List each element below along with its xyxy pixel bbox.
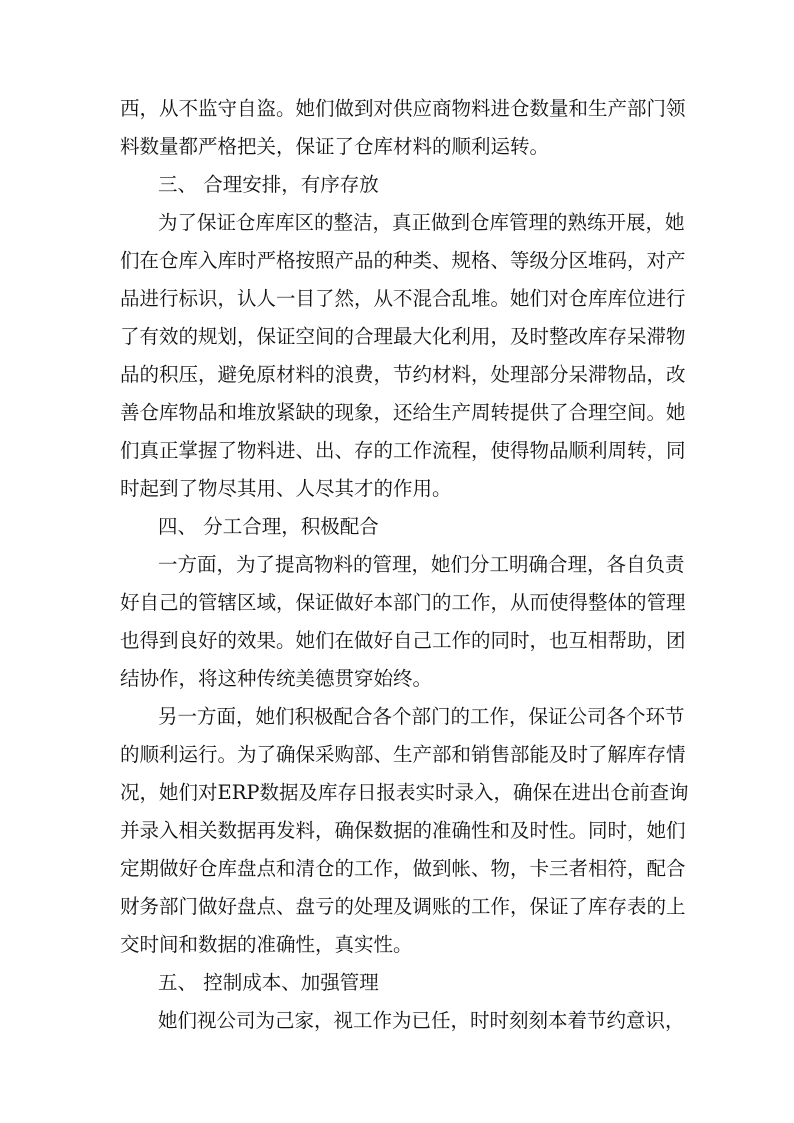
section-heading-5: 五、 控制成本、加强管理 bbox=[158, 971, 379, 994]
body-text-line: 们真正掌握了物料进、出、存的工作流程，使得物品顺利周转，同 bbox=[120, 439, 686, 462]
body-text-line: 交时间和数据的准确性，真实性。 bbox=[120, 933, 413, 956]
body-text-line: 好自己的管辖区域，保证做好本部门的工作，从而使得整体的管理 bbox=[120, 591, 686, 614]
paragraph-first-line: 她们视公司为己家，视工作为已任，时时刻刻本着节约意识， bbox=[158, 1009, 685, 1032]
body-text-line: 结协作，将这种传统美德贯穿始终。 bbox=[120, 667, 433, 690]
body-text-line: 财务部门做好盘点、盘亏的处理及调账的工作，保证了库存表的上 bbox=[120, 895, 686, 918]
body-text-line: 料数量都严格把关，保证了仓库材料的顺利运转。 bbox=[120, 135, 550, 158]
body-text-line: 定期做好仓库盘点和清仓的工作，做到帐、物，卡三者相符，配合 bbox=[120, 857, 686, 880]
body-text-line: 并录入相关数据再发料，确保数据的准确性和及时性。同时，她们 bbox=[120, 819, 686, 842]
body-text-line: 善仓库物品和堆放紧缺的现象，还给生产周转提供了合理空间。她 bbox=[120, 401, 686, 424]
body-text-line: 品进行标识，认人一目了然，从不混合乱堆。她们对仓库库位进行 bbox=[120, 287, 686, 310]
body-text-line: 品的积压，避免原材料的浪费，节约材料，处理部分呆滞物品，改 bbox=[120, 363, 686, 386]
body-text-line: 况，她们对ERP数据及库存日报表实时录入，确保在进出仓前查询 bbox=[120, 781, 689, 804]
body-text-line: 时起到了物尽其用、人尽其才的作用。 bbox=[120, 477, 452, 500]
body-text-line: 们在仓库入库时严格按照产品的种类、规格、等级分区堆码，对产 bbox=[120, 249, 686, 272]
paragraph-first-line: 一方面，为了提高物料的管理，她们分工明确合理，各自负责 bbox=[158, 553, 685, 576]
paragraph-first-line: 为了保证仓库库区的整洁，真正做到仓库管理的熟练开展，她 bbox=[158, 211, 685, 234]
body-text-line: 了有效的规划，保证空间的合理最大化利用，及时整改库存呆滞物 bbox=[120, 325, 686, 348]
body-text-line: 的顺利运行。为了确保采购部、生产部和销售部能及时了解库存情 bbox=[120, 743, 686, 766]
paragraph-first-line: 另一方面，她们积极配合各个部门的工作，保证公司各个环节 bbox=[158, 705, 685, 728]
body-text-line: 西，从不监守自盗。她们做到对供应商物料进仓数量和生产部门领 bbox=[120, 97, 686, 120]
section-heading-4: 四、 分工合理，积极配合 bbox=[158, 515, 379, 538]
body-text-line: 也得到良好的效果。她们在做好自己工作的同时，也互相帮助，团 bbox=[120, 629, 686, 652]
section-heading-3: 三、 合理安排，有序存放 bbox=[158, 173, 379, 196]
